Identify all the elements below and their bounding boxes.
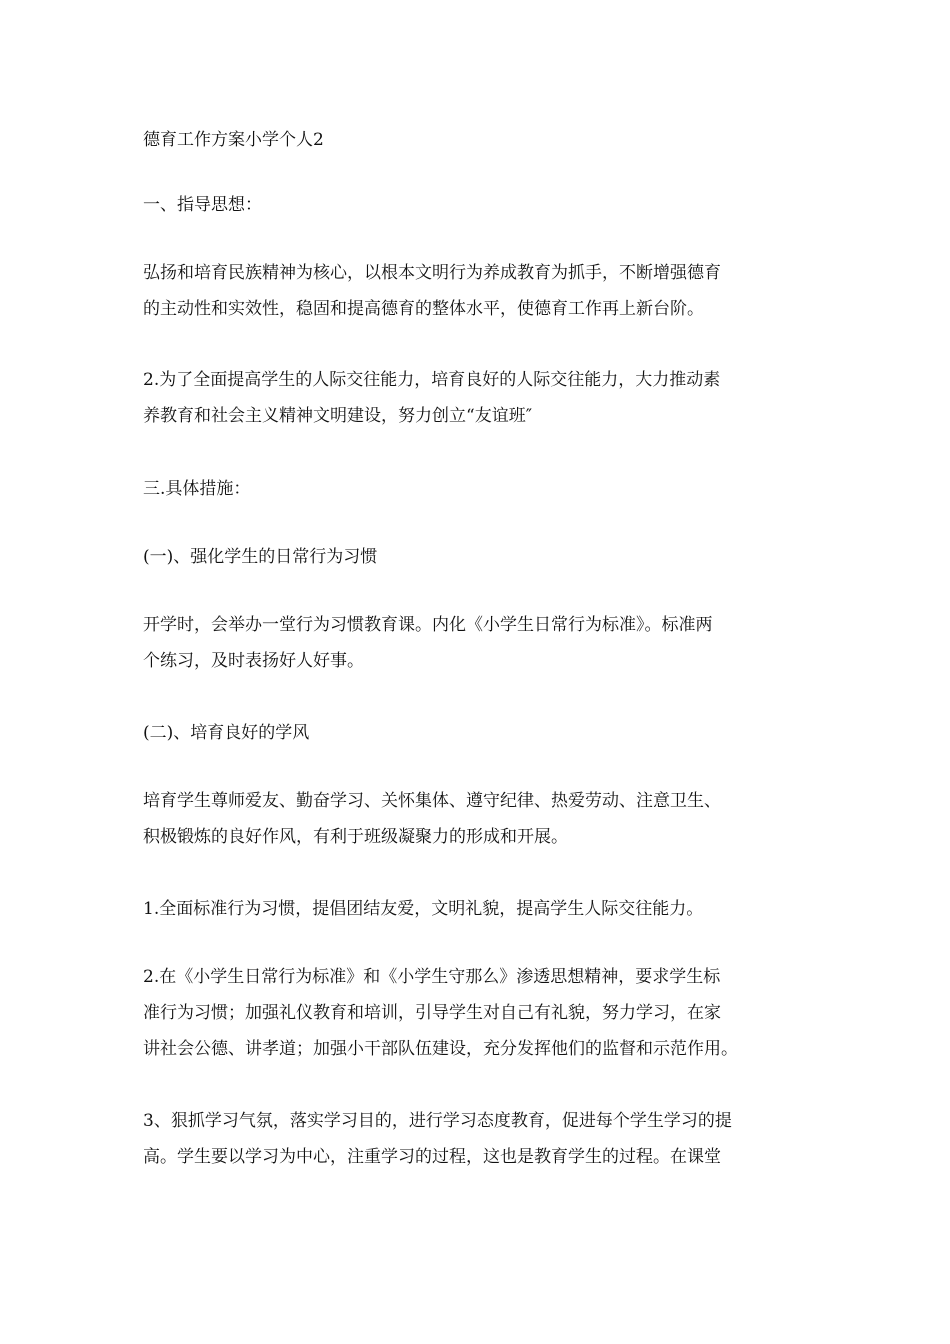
text-line: 3、狠抓学习气氛，落实学习目的，进行学习态度教育，促进每个学生学习的提: [143, 1111, 732, 1131]
paragraph-measure-1: [143, 891, 811, 927]
text-line: 三.具体措施：: [143, 479, 251, 499]
text-line: 弘扬和培育民族精神为核心，以根本文明行为养成教育为抓手，不断增强德育: [143, 263, 721, 283]
text-line: 的主动性和实效性，稳固和提高德育的整体水平，使德育工作再上新台阶。: [143, 299, 704, 319]
title-text: 德育工作方案小学个人2: [143, 130, 324, 150]
text-line: 培育学生尊师爱友、勤奋学习、关怀集体、遵守纪律、热爱劳动、注意卫生、: [143, 791, 721, 811]
paragraph-goal-2: [143, 362, 811, 434]
subheading-study-style: [143, 715, 811, 751]
heading-guiding-ideology: [143, 187, 811, 223]
text-line: 开学时，会举办一堂行为习惯教育课。内化《小学生日常行为标准》。标准两: [143, 615, 713, 635]
text-line: 积极锻炼的良好作风，有利于班级凝聚力的形成和开展。: [143, 827, 568, 847]
text-line: 2.为了全面提高学生的人际交往能力，培育良好的人际交往能力，大力推动素: [143, 370, 721, 390]
text-line: 准行为习惯；加强礼仪教育和培训，引导学生对自己有礼貌，努力学习，在家: [143, 1003, 721, 1023]
text-line: 1.全面标准行为习惯，提倡团结友爱，文明礼貌，提高学生人际交往能力。: [143, 899, 704, 919]
text-line: 养教育和社会主义精神文明建设，努力创立“友谊班″: [143, 406, 533, 426]
text-line: 一、指导思想：: [143, 195, 262, 215]
paragraph-study-style: [143, 783, 811, 855]
text-line: 2.在《小学生日常行为标准》和《小学生守那么》渗透思想精神，要求学生标: [143, 967, 721, 987]
document-title: [143, 122, 811, 158]
subheading-daily-habits: [143, 539, 811, 575]
paragraph-measure-3: [143, 1103, 811, 1175]
text-line: (一)、强化学生的日常行为习惯: [143, 547, 378, 567]
text-line: 高。学生要以学习为中心，注重学习的过程，这也是教育学生的过程。在课堂: [143, 1147, 721, 1167]
paragraph-measure-2: [143, 959, 811, 1067]
paragraph-daily-habits: [143, 607, 811, 679]
text-line: (二)、培育良好的学风: [143, 723, 310, 743]
paragraph-guiding-ideology: [143, 255, 811, 327]
heading-specific-measures: [143, 471, 811, 507]
text-line: 个练习，及时表扬好人好事。: [143, 651, 364, 671]
text-line: 讲社会公德、讲孝道；加强小干部队伍建设，充分发挥他们的监督和示范作用。: [143, 1039, 738, 1059]
